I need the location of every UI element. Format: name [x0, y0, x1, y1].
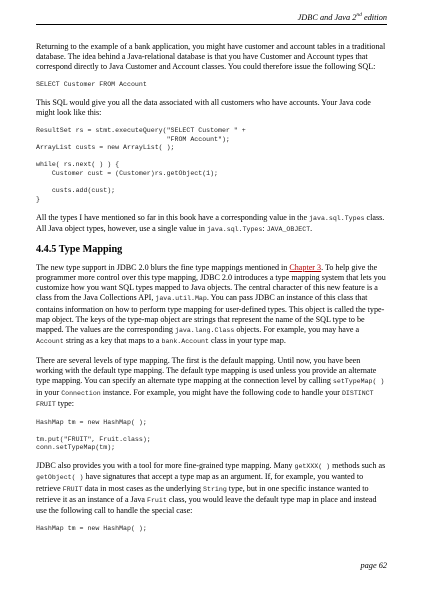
paragraph-type-mapping	[36, 263, 387, 348]
text-run: methods such as	[330, 461, 386, 471]
inline-code: bank.Account	[161, 338, 209, 346]
chapter-3-link[interactable]: Chapter 3	[289, 262, 322, 272]
inline-code: JAVA_OBJECT	[266, 226, 311, 234]
text-run: The new type support in JDBC 2.0 blurs the fine type mappings mentioned in	[36, 262, 290, 272]
text-run: in your	[36, 387, 62, 397]
code-block-settypemap: tm.put("FRUIT", Fruit.class); conn.setTypeMap(tm);	[36, 435, 151, 452]
header-title-sup: nd	[356, 12, 362, 18]
page-content	[36, 42, 387, 542]
header-title-prefix: JDBC and Java 2	[297, 12, 357, 22]
text-run: data in most cases as the underlying	[82, 483, 204, 493]
inline-code: getObject( )	[36, 474, 84, 482]
paragraph-intro: Returning to the example of a bank application, you might have customer and account tables in a traditional database. The idea behind a Java-relational database is that you have Customer and Account types that correspond directly to Java Customer and Account classes. You could therefore issue the following SQL:	[36, 42, 386, 72]
inline-code: DISTINCT FRUIT	[36, 389, 374, 408]
running-header	[298, 10, 387, 23]
code-block-hashmap-2: HashMap tm = new HashMap( );	[36, 524, 147, 532]
text-run: . To help give the programmer more control over this type mapping, JDBC 2.0 introduces a type mapping system that lets you customize how you want SQL types mapped to Java objects. The central character of this new feature is a class from the Java Collections API,	[36, 262, 386, 303]
text-run: instance. For example, you might have the following code to handle your	[100, 387, 342, 397]
inline-code: setTypeMap( )	[332, 378, 385, 386]
paragraph-java-object	[36, 213, 387, 235]
text-run: have signatures that accept a type map as an argument. If, for example, you wanted to retrieve	[36, 472, 364, 493]
text-run: :	[262, 224, 267, 234]
inline-code: java.sql.Types	[206, 226, 263, 234]
inline-code: FRUIT	[62, 485, 83, 493]
inline-code: Fruit	[147, 496, 167, 504]
text-run: type, but in one specific instance wanted to retrieve it as an instance of a Java	[36, 483, 369, 504]
inline-code: java.sql.Types	[309, 214, 365, 222]
header-rule	[36, 24, 387, 25]
inline-code: java.util.Map	[155, 295, 207, 303]
inline-code: Connection	[61, 389, 101, 397]
page-number: page 62	[360, 561, 387, 570]
code-block-hashmap: HashMap tm = new HashMap( );	[36, 418, 147, 426]
text-run: class. All Java object types, however, use a single value in	[36, 212, 385, 234]
inline-code: Account	[36, 338, 64, 346]
inline-code: getXXX( )	[294, 463, 331, 471]
section-heading: 4.4.5 Type Mapping	[36, 243, 123, 255]
text-run: . You can pass JDBC an instance of this class that contains information on how to perform type mapping for user-defined types. This object is called the type-map object. The keys of the type-map object are strings that represent the name of the SQL type to be mapped. The values are the corresponding	[36, 293, 385, 335]
text-run: JDBC also provides you with a tool for more fine-grained type mapping. Many	[36, 461, 295, 471]
inline-code: String	[203, 485, 227, 493]
paragraph-fine-grained	[36, 461, 387, 516]
text-run: type:	[55, 398, 75, 408]
code-block-resultset: ResultSet rs = stmt.executeQuery("SELECT Customer " + "FROM Account"); ArrayList custs = new ArrayList( ); while( rs.next( ) ) { Customer cust = (Customer)rs.getObject(1); custs.add(cust); }	[36, 127, 246, 203]
text-run: class, you would leave the default type map in place and instead use the following call to handle the special case:	[36, 494, 377, 516]
text-run: .	[310, 224, 313, 234]
text-run: class in your type map.	[208, 336, 286, 346]
text-run: string as a key that maps to a	[63, 336, 162, 346]
paragraph-levels	[36, 356, 387, 410]
paragraph-java-code: This SQL would give you all the data associated with all customers who have accounts. Your Java code might look like this:	[36, 98, 371, 118]
header-title-suffix: edition	[361, 12, 387, 22]
inline-code: java.lang.Class	[174, 327, 235, 335]
code-block-select: SELECT Customer FROM Account	[36, 81, 147, 89]
text-run: objects. For example, you may have a	[234, 325, 360, 335]
text-run: All the types I have mentioned so far in this book have a corresponding value in the	[36, 212, 310, 222]
text-run: There are several levels of type mapping. The first is the default mapping. Until now, you have been working with the default type mapping. The default type mapping is used unless you provide an alternate type mapping. You can specify an alternate type mapping at the connection level by calling	[36, 355, 377, 386]
